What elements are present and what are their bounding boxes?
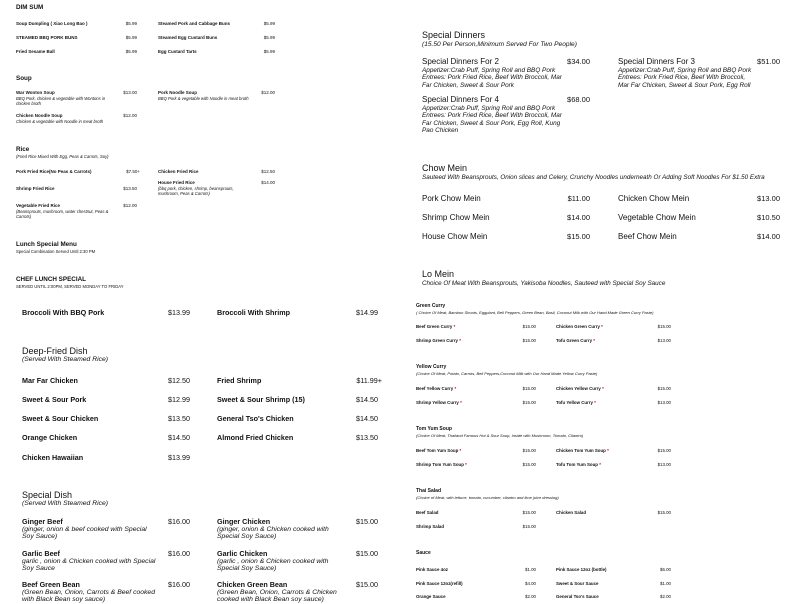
green-price: $15.00 [522, 324, 536, 329]
dimsum-item: Soup Dumpling ( Xiao Long Bao ) [16, 21, 88, 26]
deep-price: $14.50 [356, 395, 378, 404]
special-item: Beef Green Bean [22, 580, 80, 589]
sd-item: Special Dinners For 2 [422, 57, 499, 66]
green-price: $13.00 [657, 338, 671, 343]
soup-item: Pork Noodle Soup [158, 90, 198, 95]
tomyum-item-name: Beef Tom Yum Soup [416, 448, 459, 453]
lo-subtitle: Choice Of Meat With Beansprouts, Yakisoba Noodles, Sauteed with Special Soy Sauce [422, 280, 666, 287]
rice-desc: (bbq pork, chicken, shrimp, beansprouts, mushroom, Peas & Carrots) [158, 186, 234, 197]
thai-price: $15.00 [657, 510, 671, 515]
deep-item: Orange Chicken [22, 433, 78, 442]
tomyum-item-name: Shrimp Tom Yum Soup [416, 462, 464, 467]
sd-price: $51.00 [757, 57, 780, 66]
sd-desc: Appetizer:Crab Puff, Spring Roll and BBQ Pork Entrees: Pork Fried Rice, Beef With Broccoli, Mar Far Chicken, Sweet & Sour Pork [422, 67, 562, 89]
deep-price: $13.50 [168, 414, 190, 423]
sauce-price: $4.00 [525, 581, 536, 586]
soup-desc: Chicken & vegetable with Noodle in meat broth [16, 119, 104, 124]
green-item-name: Chicken Green Curry [556, 324, 600, 329]
dimsum-price: $5.99 [125, 49, 137, 54]
sd-subtitle: (15.50 Per Person,Minimum Served For Two People) [422, 41, 577, 48]
deep-price: $12.50 [168, 376, 190, 385]
deep-item: Sweet & Sour Shrimp (15) [217, 395, 305, 404]
special-price: $15.00 [356, 517, 378, 526]
tomyum-price: $13.00 [657, 462, 671, 467]
sauce-price: $2.00 [660, 594, 671, 599]
deep-price: $12.99 [168, 395, 190, 404]
thai-price: $15.00 [522, 510, 536, 515]
special-desc: (Green Bean, Onion, Carrots & Beef cooked with Black Bean soy sauce) [22, 589, 155, 604]
thai-item: Shrimp Salad [416, 524, 445, 529]
special-item: Ginger Chicken [217, 517, 271, 526]
green-subtitle: ( Choice Of Meat, Bamboo Shoots, Eggplant, Bell Peppers, Green Bean, Basil, Coconut Milk with Our Hand Made Green Curry Paste) [416, 310, 654, 315]
soup-desc: BBQ Pork & vegetable with Noodle in meat broth [158, 96, 249, 101]
dimsum-item: STEAMED BBQ PORK BUNS [16, 35, 78, 40]
sd-item: Special Dinners For 4 [422, 95, 499, 104]
spicy-icon: * [459, 448, 462, 453]
green-item-name: Tofu Green Curry [556, 338, 593, 343]
deep-item: Fried Shrimp [217, 376, 262, 385]
deep-price: $11.99+ [356, 376, 382, 385]
chow-title: Chow Mein [422, 163, 468, 173]
lunch-title: Lunch Special Menu [16, 241, 77, 248]
yellow-item [416, 386, 456, 391]
spicy-icon: * [454, 386, 457, 391]
yellow-price: $13.00 [657, 400, 671, 405]
dimsum-price: $5.99 [125, 21, 137, 26]
dimsum-price: $5.99 [263, 49, 275, 54]
green-item [556, 324, 603, 329]
chef-item: Broccoli With BBQ Pork [22, 308, 105, 317]
soup-price: $13.00 [123, 90, 137, 95]
yellow-item-name: Shrimp Yellow Curry [416, 400, 459, 405]
chef-price: $13.99 [168, 308, 190, 317]
tomyum-item [416, 462, 467, 467]
special-item: Garlic Beef [22, 549, 60, 558]
chow-subtitle: Sauteed With Beansprouts, Onion slices and Celery, Crunchy Noodles underneath Or Adding Soft Noodles For $1.50 Extra [422, 174, 765, 181]
lo-title: Lo Mein [422, 269, 455, 279]
rice-desc: (Beansprouts, mushroom, water chestnut, Peas & Carrots) [16, 209, 109, 220]
deep-item: Sweet & Sour Chicken [22, 414, 99, 423]
sauce-item: General Tso's Sauce [556, 594, 599, 599]
tomyum-subtitle: (Choice Of Meat, Thailand Famous Hot & Sour Soup, Inside with Mushroom, Tomato, Cilantro) [416, 433, 584, 438]
rice-subtitle: (Fried Rice Mixed With Egg, Peas & Carrots, Soy) [16, 154, 109, 159]
special-price: $15.00 [356, 580, 378, 589]
rice-price: $14.00 [261, 180, 275, 185]
spicy-icon: * [465, 462, 467, 467]
green-item [416, 324, 455, 329]
sd-desc: Appetizer:Crab Puff, Spring Roll and BBQ Pork Entrees: Pork Fried Rice, Beef With Broccoli, Mar Far Chicken, Sweet & Sour Pork, Egg Roll [618, 67, 752, 89]
dimsum-item: Steamed Egg Custard Buns [158, 35, 218, 40]
sauce-price: $1.00 [660, 581, 671, 586]
tomyum-item-name: Tofu Tom Yum Soup [556, 462, 598, 467]
lunch-subtitle: Special Combination Served Until 2:30 PM [16, 249, 96, 254]
soup-price: $12.00 [123, 113, 137, 118]
special-desc: (Green Bean, Onion, Carrots & Chicken cooked with Black Bean soy sauce) [217, 589, 337, 604]
sd-price: $34.00 [567, 57, 590, 66]
sd-item: Special Dinners For 3 [618, 57, 695, 66]
deep-price: $14.50 [356, 414, 378, 423]
green-item [416, 338, 461, 343]
yellow-subtitle: (Choice Of Meat, Potato, Carrots, Bell Peppers,Coconut Milk with Our Hand Made Yellow Curry Paste) [416, 371, 598, 376]
chef-item: Broccoli With Shrimp [217, 308, 291, 317]
tomyum-item [556, 448, 609, 453]
rice-item: Pork Fried Rice(No Peas & Carrots) [16, 169, 92, 174]
chow-item: Beef Chow Mein [618, 232, 677, 241]
chef-price: $14.99 [356, 308, 378, 317]
rice-price: $13.50 [123, 186, 137, 191]
sauce-item: Sweet & Sour Sauce [556, 581, 599, 586]
sauce-item: Pink Sauce 12oz(refill) [416, 581, 463, 586]
dimsum-price: $5.99 [263, 35, 275, 40]
yellow-price: $15.00 [522, 400, 536, 405]
tomyum-item-name: Chicken Tom Yum Soup [556, 448, 606, 453]
chow-price: $15.00 [567, 232, 590, 241]
soup-price: $12.00 [261, 90, 275, 95]
sauce-item: Pink Sauce 4oz [416, 567, 448, 572]
sauce-price: $2.00 [525, 594, 536, 599]
dimsum-item: Egg Custard Tarts [158, 49, 197, 54]
deep-subtitle: (Served With Steamed Rice) [22, 356, 109, 363]
special-price: $16.00 [168, 580, 190, 589]
special-title: Special Dish [22, 490, 73, 500]
rice-price: $7.50+ [126, 169, 140, 174]
spicy-icon: * [607, 448, 609, 453]
dimsum-price: $5.99 [125, 35, 137, 40]
yellow-item [556, 386, 604, 391]
sauce-price: $1.00 [525, 567, 536, 572]
rice-item: Chicken Fried Rice [158, 169, 199, 174]
chef-title: CHEF LUNCH SPECIAL [16, 276, 86, 283]
tomyum-item [556, 462, 601, 467]
spicy-icon: * [460, 400, 462, 405]
spicy-icon: * [453, 324, 456, 329]
spicy-icon: * [459, 338, 461, 343]
rice-title: Rice [16, 146, 30, 153]
chef-subtitle: SERVED UNTIL 2:00PM, SERVED MONDAY TO FRIDAY [16, 284, 124, 289]
yellow-item-name: Beef Yellow Curry [416, 386, 454, 391]
special-price: $16.00 [168, 517, 190, 526]
deep-item: Chicken Hawaiian [22, 453, 84, 462]
special-price: $15.00 [356, 549, 378, 558]
rice-item: House Fried Rice [158, 180, 195, 185]
soup-desc: BBQ Pork, chicken & vegetable with Wontons in chicken broth [16, 96, 106, 107]
sd-price: $68.00 [567, 95, 590, 104]
special-desc: (ginger, onion & beef cooked with Special Soy Sauce) [22, 526, 147, 541]
dimsum-title: DIM SUM [16, 4, 44, 11]
thai-price: $15.00 [522, 524, 536, 529]
deep-price: $13.99 [168, 453, 190, 462]
rice-price: $12.50 [261, 169, 275, 174]
green-price: $15.00 [657, 324, 671, 329]
thai-subtitle: (Choice of Meat, with lettuce, tomato, cucumber, cilantro and lime juice dressing) [416, 495, 559, 500]
yellow-item-name: Tofu Yellow Curry [556, 400, 593, 405]
tomyum-price: $15.00 [657, 448, 671, 453]
yellow-item [556, 400, 596, 405]
chow-price: $11.00 [567, 194, 590, 203]
special-desc: (ginger, onion & Chicken cooked with Special Soy Sauce) [217, 526, 329, 541]
green-item [556, 338, 595, 343]
green-title: Green Curry [416, 303, 446, 309]
thai-title: Thai Salad [416, 488, 442, 494]
sd-title: Special Dinners [422, 30, 486, 40]
spicy-icon: * [593, 338, 595, 343]
spicy-icon: * [594, 400, 596, 405]
spicy-icon: * [601, 324, 603, 329]
deep-price: $14.50 [168, 433, 190, 442]
yellow-item [416, 400, 462, 405]
dimsum-item: Fried Sesame Ball [16, 49, 55, 54]
chow-price: $10.50 [757, 213, 780, 222]
green-item-name: Beef Green Curry [416, 324, 453, 329]
yellow-item-name: Chicken Yellow Curry [556, 386, 601, 391]
chow-item: Vegetable Chow Mein [618, 213, 696, 222]
chow-item: Shrimp Chow Mein [422, 213, 490, 222]
tomyum-item [416, 448, 461, 453]
rice-item: Shrimp Fried Rice [16, 186, 55, 191]
spicy-icon: * [602, 386, 604, 391]
spicy-icon: * [599, 462, 601, 467]
chow-price: $13.00 [757, 194, 780, 203]
chow-price: $14.00 [567, 213, 590, 222]
thai-item: Chicken Salad [556, 510, 587, 515]
sauce-price: $6.00 [660, 567, 671, 572]
green-price: $15.00 [522, 338, 536, 343]
deep-item: Almond Fried Chicken [217, 433, 294, 442]
dimsum-item: Steamed Pork and Cabbage Buns [158, 21, 231, 26]
green-item-name: Shrimp Green Curry [416, 338, 458, 343]
sd-desc: Appetizer:Crab Puff, Spring Roll and BBQ Pork Entrees: Pork Fried Rice, Beef With Broccoli, Mar Far Chicken, Sweet & Sour Pork, Egg Roll, Kung Pao Chicken [422, 105, 562, 135]
yellow-title: Yellow Curry [416, 364, 447, 370]
deep-item: General Tso's Chicken [217, 414, 294, 423]
special-item: Garlic Chicken [217, 549, 268, 558]
rice-item: Vegetable Fried Rice [16, 203, 61, 208]
dimsum-price: $5.99 [263, 21, 275, 26]
soup-title: Soup [16, 75, 32, 82]
soup-item: Chicken Noodle Soup [16, 113, 63, 118]
deep-price: $13.50 [356, 433, 378, 442]
deep-item: Mar Far Chicken [22, 376, 78, 385]
special-price: $16.00 [168, 549, 190, 558]
chow-item: House Chow Mein [422, 232, 488, 241]
deep-item: Sweet & Sour Pork [22, 395, 87, 404]
sauce-item: Pink Sauce 12oz (bottle) [556, 567, 607, 572]
chow-price: $14.00 [757, 232, 780, 241]
tomyum-title: Tom Yum Soup [416, 426, 452, 432]
yellow-price: $15.00 [522, 386, 536, 391]
rice-price: $12.00 [123, 203, 137, 208]
special-desc: (garlic , onion & Chicken cooked with Special Soy Sauce) [217, 558, 329, 573]
tomyum-price: $15.00 [522, 448, 536, 453]
soup-item: War Wonton Soup [16, 90, 55, 95]
chow-item: Pork Chow Mein [422, 194, 481, 203]
special-desc: garlic , onion & Chicken cooked with Special Soy Sauce [22, 558, 156, 573]
tomyum-price: $15.00 [522, 462, 536, 467]
sauce-title: Sauce [416, 550, 431, 556]
chow-item: Chicken Chow Mein [618, 194, 690, 203]
special-subtitle: (Served With Steamed Rice) [22, 500, 109, 507]
sauce-item: Orange Sauce [416, 594, 446, 599]
yellow-price: $15.00 [657, 386, 671, 391]
special-item: Ginger Beef [22, 517, 63, 526]
deep-title: Deep-Fried Dish [22, 346, 88, 356]
special-item: Chicken Green Bean [217, 580, 288, 589]
thai-item: Beef Salad [416, 510, 439, 515]
